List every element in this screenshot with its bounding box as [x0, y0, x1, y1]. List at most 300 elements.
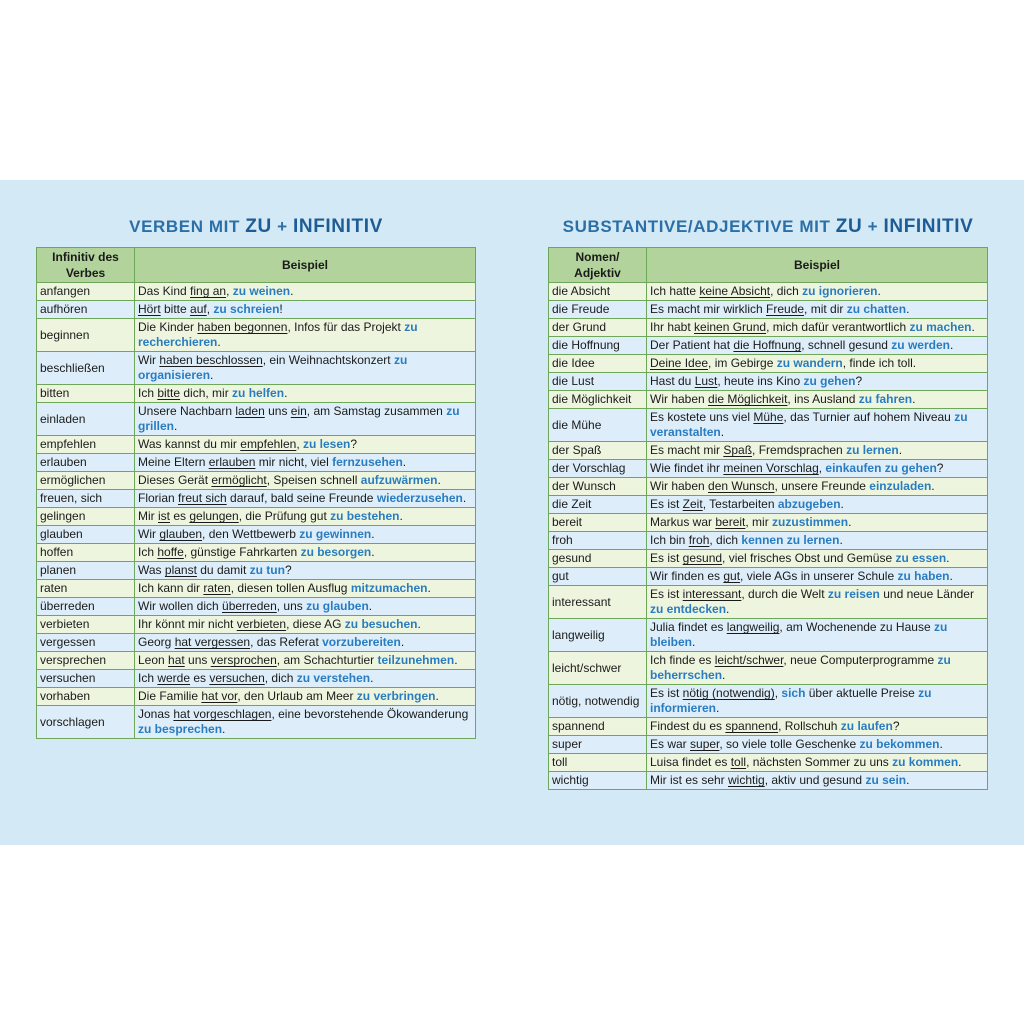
zu-infinitive: teilzunehmen [377, 653, 455, 667]
table-row [549, 478, 988, 496]
underlined-phrase: planst [164, 563, 197, 577]
table-row [37, 508, 476, 526]
example-cell [135, 652, 476, 670]
left-title [36, 214, 476, 240]
underlined-phrase: versuchen [209, 671, 265, 685]
underlined-phrase: leicht/schwer [714, 653, 784, 667]
table-row [37, 283, 476, 301]
title-text: ZU [835, 216, 863, 237]
example-text: . [174, 419, 178, 433]
term-cell: der Spaß [549, 442, 647, 460]
example-text: Wir haben [650, 479, 709, 493]
example-cell [647, 685, 988, 718]
example-text: Julia findet es [650, 620, 727, 634]
table-row [549, 685, 988, 718]
example-text: Ich bin [650, 533, 689, 547]
table-row [37, 670, 476, 688]
term-cell: versprechen [37, 652, 135, 670]
table-row [549, 355, 988, 373]
example-text: . [906, 302, 910, 316]
example-cell [135, 403, 476, 436]
underlined-phrase: keinen Grund [694, 320, 767, 334]
example-text: Wir haben [650, 392, 709, 406]
table-row [549, 772, 988, 790]
example-text: , mich dafür verantwortlich [766, 320, 910, 334]
example-cell [135, 301, 476, 319]
example-text: . [946, 551, 950, 565]
example-cell [647, 301, 988, 319]
example-cell [647, 568, 988, 586]
zu-infinitive: zu tun [249, 563, 285, 577]
example-text: , ins Ausland [787, 392, 859, 406]
example-cell [135, 490, 476, 508]
example-text: über aktuelle Preise [805, 686, 919, 700]
example-text: , unsere Freunde [774, 479, 870, 493]
example-text: , [296, 437, 303, 451]
term-cell: aufhören [37, 301, 135, 319]
underlined-phrase: haben begonnen [197, 320, 288, 334]
example-text: . [716, 701, 720, 715]
title-text: VERBEN MIT [129, 217, 246, 236]
example-text: . [971, 320, 975, 334]
term-cell: erlauben [37, 454, 135, 472]
header-term: Nomen/ Adjektiv [549, 248, 647, 283]
zu-infinitive: zu bekommen [859, 737, 940, 751]
table-row [549, 736, 988, 754]
underlined-phrase: ein [290, 404, 307, 418]
table-row [37, 472, 476, 490]
example-text: . [906, 773, 910, 787]
zu-infinitive: zu bestehen [330, 509, 400, 523]
table-row [549, 532, 988, 550]
zu-infinitive: zu besorgen [300, 545, 372, 559]
example-text: Die Familie [138, 689, 202, 703]
term-cell: vergessen [37, 634, 135, 652]
term-cell: die Möglichkeit [549, 391, 647, 409]
example-text: . [222, 722, 226, 736]
example-text: , das Turnier auf hohem Niveau [783, 410, 955, 424]
example-cell [135, 670, 476, 688]
underlined-phrase: laden [235, 404, 265, 418]
example-text: . [368, 599, 373, 613]
underlined-phrase: die Hoffnung [733, 338, 802, 352]
underlined-phrase: überreden [222, 599, 277, 613]
table-row [549, 373, 988, 391]
example-cell [647, 586, 988, 619]
underlined-phrase: hat [168, 653, 185, 667]
example-text: Findest du es [650, 719, 726, 733]
example-text: ? [350, 437, 358, 451]
example-text: Es war [650, 737, 691, 751]
example-cell [647, 283, 988, 301]
example-cell [135, 688, 476, 706]
term-cell: ermöglichen [37, 472, 135, 490]
term-cell: die Mühe [549, 409, 647, 442]
example-cell [647, 619, 988, 652]
example-cell [647, 718, 988, 736]
term-cell: die Lust [549, 373, 647, 391]
underlined-phrase: spannend [725, 719, 779, 733]
zu-infinitive: zu haben [897, 569, 950, 583]
zu-infinitive: zu laufen [840, 719, 893, 733]
example-text: . [217, 335, 221, 349]
example-text: , finde ich toll. [842, 356, 917, 370]
example-text: , im Gebirge [708, 356, 777, 370]
term-cell: der Vorschlag [549, 460, 647, 478]
example-text: . [949, 569, 953, 583]
underlined-phrase: froh [688, 533, 710, 547]
term-cell: interessant [549, 586, 647, 619]
table-row [37, 652, 476, 670]
zu-infinitive: zu bleiben [650, 620, 948, 649]
example-text: Es ist [650, 497, 683, 511]
example-text: . [371, 527, 375, 541]
underlined-phrase: verbieten [236, 617, 287, 631]
underlined-phrase: wichtig [728, 773, 765, 787]
table-row [549, 754, 988, 772]
table-row [37, 616, 476, 634]
example-text: Luisa findet es [650, 755, 731, 769]
example-text: Ich [138, 386, 158, 400]
table-row [37, 301, 476, 319]
term-cell: empfehlen [37, 436, 135, 454]
example-text: . [210, 368, 214, 382]
term-cell: freuen, sich [37, 490, 135, 508]
underlined-phrase: hat vor [201, 689, 238, 703]
table-row [549, 319, 988, 337]
example-cell [135, 319, 476, 352]
underlined-phrase: raten [203, 581, 231, 595]
zu-infinitive: abzugeben [777, 497, 841, 511]
example-text: Ich hatte [650, 284, 700, 298]
example-text: Ich finde es [650, 653, 715, 667]
example-cell [135, 580, 476, 598]
example-cell [647, 550, 988, 568]
term-cell: die Freude [549, 301, 647, 319]
example-text: , Infos für das Projekt [287, 320, 405, 334]
example-text: , [226, 284, 233, 298]
title-text: + [862, 217, 884, 236]
term-cell: raten [37, 580, 135, 598]
table-row [37, 706, 476, 739]
example-text: , uns [276, 599, 307, 613]
example-text: Ich [138, 545, 158, 559]
table-row [37, 319, 476, 352]
example-text: , Fremdsprachen [752, 443, 847, 457]
example-text: Wir [138, 527, 160, 541]
table-row [549, 652, 988, 685]
example-text: du damit [196, 563, 250, 577]
example-text: Wir finden es [650, 569, 724, 583]
example-text: , viel frisches Obst und Gemüse [722, 551, 896, 565]
zu-infinitive: zu veranstalten [650, 410, 968, 439]
example-cell [647, 355, 988, 373]
example-text: Wir wollen dich [138, 599, 223, 613]
term-cell: beschließen [37, 352, 135, 385]
underlined-phrase: bereit [715, 515, 746, 529]
example-text: . [898, 443, 903, 457]
table-row [37, 562, 476, 580]
example-text: ? [936, 461, 944, 475]
example-text: Wie findet ihr [650, 461, 724, 475]
example-cell [135, 562, 476, 580]
underlined-phrase: den Wunsch [708, 479, 775, 493]
zu-infinitive: sich [781, 686, 806, 700]
zu-infinitive: zu chatten [846, 302, 907, 316]
example-cell [135, 526, 476, 544]
underlined-phrase: Spaß [723, 443, 753, 457]
zu-infinitive: zu gewinnen [299, 527, 372, 541]
example-cell [647, 652, 988, 685]
table-row [549, 283, 988, 301]
example-text: , dich [264, 671, 297, 685]
example-text: Es macht mir wirklich [650, 302, 767, 316]
example-text: , ein Weihnachtskonzert [262, 353, 394, 367]
underlined-phrase: bitte [157, 386, 181, 400]
example-text: Hast du [650, 374, 695, 388]
example-text: uns [184, 653, 211, 667]
table-row [37, 385, 476, 403]
example-text: , so viele tolle Geschenke [719, 737, 860, 751]
term-cell: nötig, notwendig [549, 685, 647, 718]
term-cell: vorschlagen [37, 706, 135, 739]
table-row [549, 619, 988, 652]
underlined-phrase: gelungen [189, 509, 239, 523]
title-text: ZU [245, 216, 272, 237]
term-cell: froh [549, 532, 647, 550]
example-text: Mir ist es sehr [650, 773, 729, 787]
table-row [37, 688, 476, 706]
zu-infinitive: zu weinen [232, 284, 291, 298]
term-cell: die Idee [549, 355, 647, 373]
underlined-phrase: Freude [766, 302, 805, 316]
example-text: . [371, 545, 375, 559]
example-text: Georg [138, 635, 175, 649]
example-text: , mir [745, 515, 773, 529]
example-text: , Speisen schnell [266, 473, 361, 487]
example-text: Ihr habt [650, 320, 695, 334]
underlined-phrase: gut [723, 569, 741, 583]
example-text: Die Kinder [138, 320, 198, 334]
zu-infinitive: zu lesen [302, 437, 351, 451]
zu-infinitive: kennen zu lernen [741, 533, 840, 547]
example-text: , den Wettbewerb [202, 527, 300, 541]
example-text: Es ist [650, 587, 683, 601]
example-cell [135, 454, 476, 472]
example-text: . [284, 386, 288, 400]
example-cell [135, 544, 476, 562]
example-text: Leon [138, 653, 169, 667]
example-text: und neue Länder [879, 587, 974, 601]
example-text: , dich [770, 284, 803, 298]
zu-infinitive: zu besprechen [138, 722, 223, 736]
term-cell: spannend [549, 718, 647, 736]
term-cell: hoffen [37, 544, 135, 562]
example-cell [135, 616, 476, 634]
underlined-phrase: glauben [159, 527, 203, 541]
example-text: Es ist [650, 686, 683, 700]
example-cell [135, 598, 476, 616]
example-text: Dieses Gerät [138, 473, 212, 487]
underlined-phrase: auf [190, 302, 207, 316]
example-text: , [206, 302, 214, 316]
example-text: bitte [160, 302, 191, 316]
term-cell: der Wunsch [549, 478, 647, 496]
zu-infinitive: zu besuchen [344, 617, 418, 631]
table-row [549, 514, 988, 532]
example-text: Der Patient hat [650, 338, 734, 352]
example-text: ? [284, 563, 292, 577]
example-text: Mir [138, 509, 158, 523]
zu-infinitive: zu gehen [803, 374, 856, 388]
example-cell [647, 319, 988, 337]
underlined-phrase: meinen Vorschlag [723, 461, 819, 475]
table-row [37, 544, 476, 562]
underlined-phrase: ist [158, 509, 170, 523]
example-text: Florian [138, 491, 179, 505]
example-text: , am Wochenende zu Hause [779, 620, 934, 634]
header-example: Beispiel [135, 248, 476, 283]
underlined-phrase: erlauben [208, 455, 256, 469]
example-text: Es ist [650, 551, 683, 565]
example-cell [647, 373, 988, 391]
term-cell: bitten [37, 385, 135, 403]
table-row [549, 301, 988, 319]
example-cell [135, 352, 476, 385]
table-row [549, 568, 988, 586]
zu-infinitive: zu werden [891, 338, 950, 352]
zu-infinitive: zu verstehen [296, 671, 371, 685]
zu-infinitive: zu fahren [858, 392, 913, 406]
term-cell: einladen [37, 403, 135, 436]
example-text: . [435, 689, 439, 703]
example-text: . [949, 338, 954, 352]
zu-infinitive: zu beherrschen [650, 653, 951, 682]
zu-infinitive: zu glauben [306, 599, 369, 613]
term-cell: versuchen [37, 670, 135, 688]
term-cell: bereit [549, 514, 647, 532]
example-text: Das Kind [138, 284, 191, 298]
example-cell [647, 532, 988, 550]
table-row [549, 337, 988, 355]
table-row [549, 586, 988, 619]
example-text: ? [892, 719, 900, 733]
zu-infinitive: fernzusehen [332, 455, 403, 469]
zu-infinitive: zu lernen [846, 443, 899, 457]
example-cell [135, 436, 476, 454]
underlined-phrase: Hört [138, 302, 161, 316]
underlined-phrase: super [690, 737, 720, 751]
zu-infinitive: zu helfen [232, 386, 285, 400]
example-text: Ich [138, 671, 158, 685]
term-cell: super [549, 736, 647, 754]
term-cell: die Zeit [549, 496, 647, 514]
term-cell: die Hoffnung [549, 337, 647, 355]
underlined-phrase: interessant [682, 587, 742, 601]
zu-infinitive: zu recherchieren [138, 320, 418, 349]
table-row [37, 352, 476, 385]
zu-infinitive: zu machen [909, 320, 972, 334]
header-example: Beispiel [647, 248, 988, 283]
term-cell: langweilig [549, 619, 647, 652]
example-text: . [290, 284, 294, 298]
example-text: , am Samstag zusammen [306, 404, 447, 418]
table-row [37, 436, 476, 454]
title-text: + [271, 217, 294, 236]
zu-infinitive: zuzustimmen [772, 515, 849, 529]
table-row [549, 391, 988, 409]
zu-infinitive: zu grillen [138, 404, 460, 433]
example-text: . [692, 635, 696, 649]
example-text: , [818, 461, 826, 475]
zu-infinitive: zu wandern [776, 356, 843, 370]
table-row [37, 580, 476, 598]
term-cell: glauben [37, 526, 135, 544]
example-text: . [722, 668, 726, 682]
underlined-phrase: Lust [694, 374, 718, 388]
underlined-phrase: hat vorgeschlagen [173, 707, 272, 721]
underlined-phrase: toll [730, 755, 747, 769]
example-text: ! [279, 302, 283, 316]
example-cell [647, 754, 988, 772]
example-cell [647, 496, 988, 514]
example-text: , mit dir [804, 302, 847, 316]
example-text: Unsere Nachbarn [138, 404, 236, 418]
zu-infinitive: vorzubereiten [322, 635, 401, 649]
zu-infinitive: zu verbringen [356, 689, 436, 703]
title-text: INFINITIV [293, 216, 383, 237]
table-row [549, 409, 988, 442]
example-text: darauf, bald seine Freunde [226, 491, 377, 505]
zu-infinitive: zu organisieren [138, 353, 408, 382]
table-row [37, 526, 476, 544]
example-text: . [417, 617, 421, 631]
example-text: es [170, 509, 190, 523]
table-row [37, 454, 476, 472]
term-cell: toll [549, 754, 647, 772]
example-text: , schnell gesund [801, 338, 892, 352]
example-text: , diese AG [286, 617, 345, 631]
zu-infinitive: einzuladen [869, 479, 932, 493]
table-row [37, 634, 476, 652]
zu-infinitive: zu kommen [892, 755, 959, 769]
example-text: . [839, 533, 843, 547]
zu-infinitive: zu ignorieren [802, 284, 878, 298]
example-text: . [958, 755, 962, 769]
example-text: . [437, 473, 441, 487]
header-row [37, 248, 476, 283]
term-cell: der Grund [549, 319, 647, 337]
underlined-phrase: langweilig [726, 620, 780, 634]
example-text: es [190, 671, 210, 685]
zu-infinitive: zu essen [895, 551, 947, 565]
term-cell: anfangen [37, 283, 135, 301]
example-text: dich, mir [180, 386, 233, 400]
example-text: Markus war [650, 515, 716, 529]
example-text: . [939, 737, 943, 751]
zu-infinitive: zu reisen [827, 587, 880, 601]
table-row [549, 718, 988, 736]
table-row [549, 460, 988, 478]
example-text: Wir [138, 353, 160, 367]
example-cell [135, 508, 476, 526]
underlined-phrase: versprochen [210, 653, 277, 667]
underlined-phrase: hat vergessen [174, 635, 251, 649]
example-cell [647, 391, 988, 409]
example-cell [647, 442, 988, 460]
example-text: Was [138, 563, 165, 577]
zu-infinitive: zu sein [865, 773, 907, 787]
